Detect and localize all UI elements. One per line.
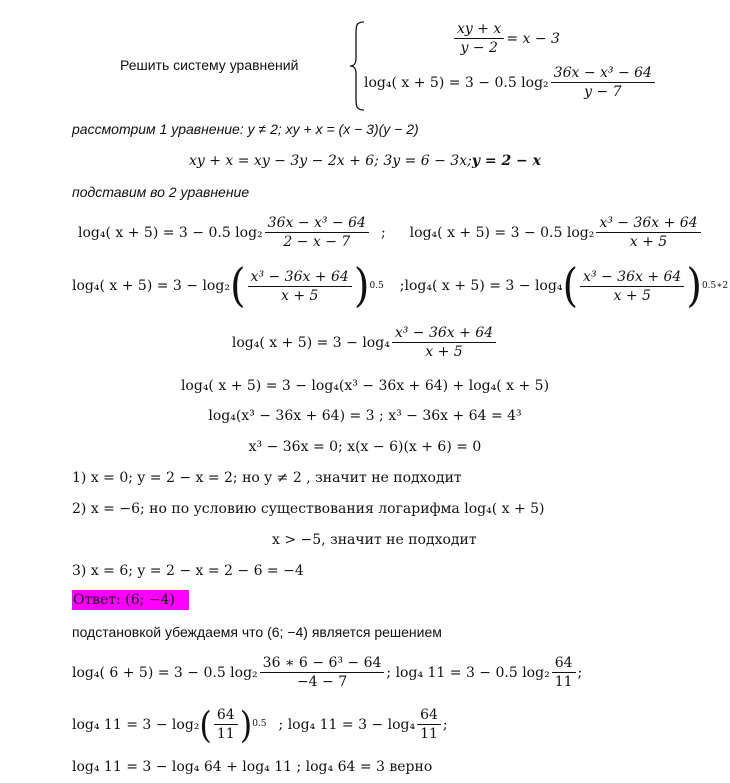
system-equation-1: $\frac{xy + x}{y - 2}$ = x − 3 [452, 22, 560, 55]
case-2-domain: x > −5, значит не подходит [272, 532, 477, 548]
system-equation-2: log₄( x + 5) = 3 − 0.5 log₂ $\frac{\text{36x − x³ − 64}}{y - 7}$ [364, 66, 657, 99]
case-1: 1) x = 0; y = 2 − x = 2; но y ≠ 2 , значит не подходит [72, 470, 462, 486]
case-3: 3) x = 6; y = 2 − x = 2 − 6 = −4 [72, 563, 304, 579]
check-step-2: log₄ 11 = 3 − log₂ ( $\frac{64}{11}$ ) 0.5 ; log₄ 11 = 3 − log₄ $\frac{64}{11}$ ; [72, 702, 448, 747]
step-expand: xy + x = xy − 3y − 2x + 6; 3y = 6 − 3x; y = 2 − x [188, 153, 542, 169]
step-factor: x³ − 36x = 0; x(x − 6)(x + 6) = 0 [248, 439, 482, 455]
step-cubic: log₄(x³ − 36x + 64) = 3 ; x³ − 36x + 64 = 4³ [208, 408, 522, 424]
check-step-1: log₄( 6 + 5) = 3 − 0.5 log₂ $\frac{\text{36 ∗ 6 − 6³ − 64}}{-4 - 7}$ ; log₄ 11 = 3 − 0.5 log₂ $\frac{64}{11}$ ; [72, 655, 583, 690]
answer-text: Ответ: (6; −4) [72, 590, 189, 610]
check-intro: подстановкой убеждаемя что (6; −4) является решением [72, 624, 442, 640]
step-substitute: подставим во 2 уравнение [72, 184, 250, 200]
step-substituted-equations: log₄( x + 5) = 3 − 0.5 log₂ $\frac{\text{36x − x³ − 64}}{2 - x - 7}$ ; log₄( x + 5) = 3 − 0.5 log₂ $\frac{\text{x³ − 36x + 64}}{x + 5}$ [78, 216, 703, 249]
check-step-3: log₄ 11 = 3 − log₄ 64 + log₄ 11 ; log₄ 64 = 3 верно [72, 759, 433, 775]
step-power-rewrite: log₄( x + 5) = 3 − log₂ ( $\frac{\text{x³ − 36x + 64}}{x + 5}$ ) 0.5 ;log₄( x + 5) = 3 − log₄ ( $\frac{\text{x³ − 36x + 64}}{x + 5}$ ) 0.5∗2 [72, 259, 729, 313]
answer-box [72, 593, 189, 607]
step-log-split: log₄( x + 5) = 3 − log₄(x³ − 36x + 64) + log₄( x + 5) [180, 378, 550, 394]
task-title: Решить систему уравнений [120, 57, 299, 73]
step-consider-eq1: рассмотрим 1 уравнение: y ≠ 2; xy + x = (x − 3)(y − 2) [72, 121, 419, 137]
case-2: 2) x = −6; но по условию существования логарифма log₄( x + 5) [72, 501, 545, 517]
step-log4-fraction: log₄( x + 5) = 3 − log₄ $\frac{\text{x³ − 36x + 64}}{x + 5}$ [0, 326, 730, 359]
